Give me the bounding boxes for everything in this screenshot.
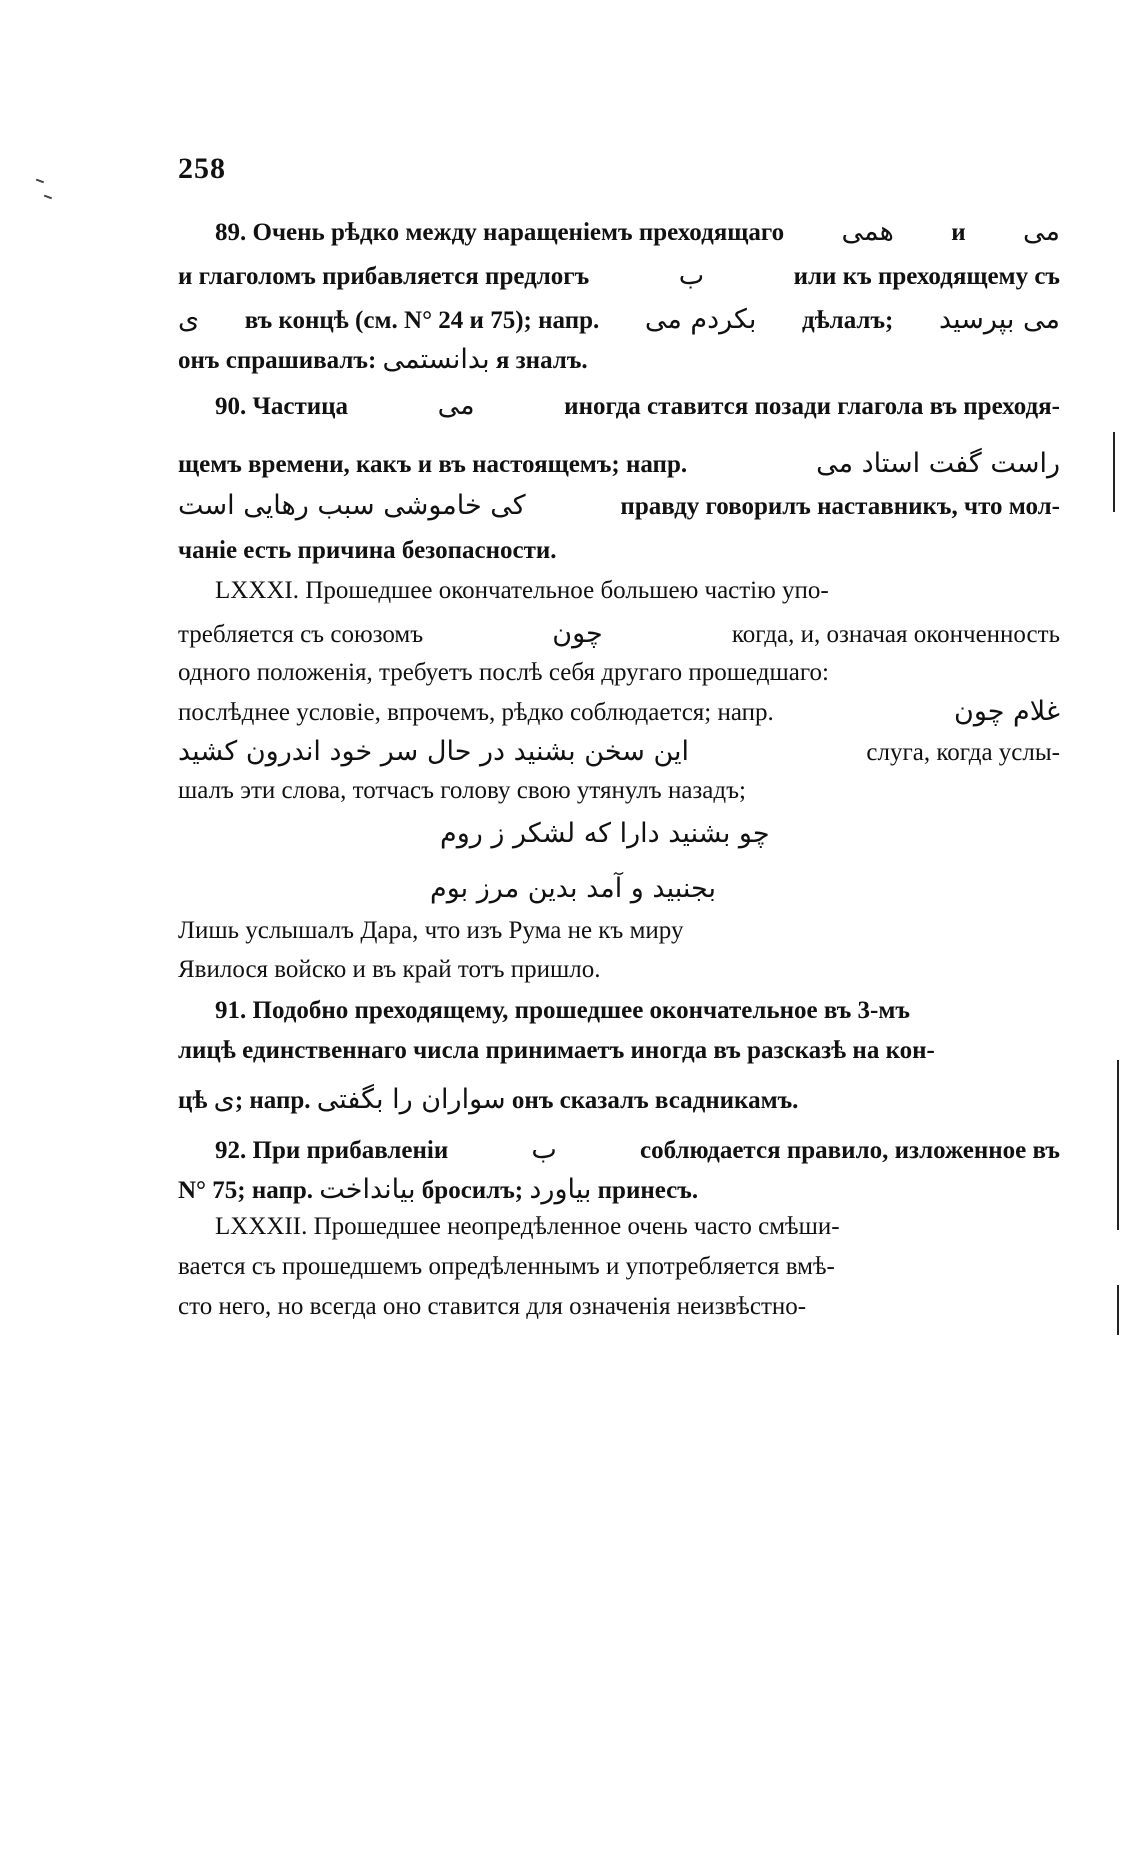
- text-line: [215, 998, 1060, 1023]
- text-line: [440, 820, 770, 847]
- text-line: [178, 262, 1060, 289]
- persian-text: ب: [678, 260, 705, 291]
- text-line: [430, 875, 716, 902]
- text-line: [178, 738, 1060, 765]
- text-line: [178, 778, 746, 803]
- text-line: [178, 492, 1060, 519]
- russian-text: соблюдается правило, изложенное въ: [633, 1137, 1060, 1164]
- text-line: [178, 620, 1060, 647]
- russian-text: послѣднее условіе, впрочемъ, рѣдко соблюдается; напр.: [178, 699, 781, 726]
- text-line: [178, 1038, 1060, 1063]
- margin-rule: [1113, 432, 1115, 512]
- persian-text: بیانداخت: [319, 1174, 416, 1205]
- persian-text: کی خاموشی سبب رهایی است: [178, 490, 526, 521]
- persian-text: همی: [841, 216, 894, 247]
- page-number: 258: [178, 152, 226, 185]
- russian-text: LXXXI. Прошедшее окончательное большею частію упо-: [215, 577, 829, 604]
- persian-text: بدانستمی: [382, 344, 490, 375]
- russian-text: 92. При прибавленіи: [215, 1137, 455, 1164]
- text-line: [178, 918, 683, 943]
- russian-text: вается съ прошедшемъ опредѣленнымъ и употребляется вмѣ-: [178, 1253, 835, 1280]
- russian-text: дѣлалъ;: [795, 307, 900, 334]
- russian-text: 91. Подобно преходящему, прошедшее окончательное въ 3-мъ: [215, 997, 910, 1024]
- persian-text: ب: [531, 1134, 557, 1165]
- text-line: [178, 957, 601, 982]
- russian-text: бросилъ;: [415, 1177, 530, 1204]
- russian-text: шалъ эти слова, тотчасъ голову свою утянулъ назадъ;: [178, 777, 746, 804]
- russian-text: и: [944, 219, 972, 246]
- margin-rule: [1117, 1060, 1119, 1230]
- text-line: [215, 218, 1060, 245]
- russian-text: онъ сказалъ всадникамъ.: [505, 1087, 799, 1114]
- russian-text: Явилося войско и въ край тотъ пришло.: [178, 956, 601, 983]
- persian-text: می بپرسید: [938, 304, 1060, 335]
- text-line: [215, 578, 1060, 603]
- persian-text: چون: [552, 618, 603, 649]
- russian-text: лицѣ единственнаго числа принимаетъ иногда въ разсказѣ на кон-: [178, 1037, 935, 1064]
- text-line: [178, 660, 1060, 685]
- persian-text: بجنبید و آمد بدین مرز بوم: [430, 873, 716, 904]
- text-line: [215, 1136, 1060, 1163]
- russian-text: щемъ времени, какъ и въ настоящемъ; напр.: [178, 451, 694, 478]
- margin-mark: [44, 195, 52, 199]
- russian-text: LXXXII. Прошедшее неопредѣленное очень часто смѣши-: [215, 1213, 840, 1240]
- persian-text: غلام چون: [954, 696, 1060, 727]
- text-line: [178, 1176, 698, 1203]
- russian-text: онъ спрашивалъ:: [178, 347, 383, 374]
- text-line: [178, 1086, 798, 1113]
- persian-text: می: [437, 390, 475, 421]
- russian-text: чаніе есть причина безопасности.: [178, 537, 557, 564]
- russian-text: принесъ.: [591, 1177, 699, 1204]
- persian-text: چو بشنید دارا که لشکر ز روم: [440, 818, 770, 849]
- russian-text: одного положенія, требуетъ послѣ себя другаго прошедшаго:: [178, 659, 829, 686]
- persian-text: ی: [178, 304, 200, 335]
- text-line: [178, 306, 1060, 333]
- russian-text: когда, и, означая оконченность: [725, 621, 1060, 648]
- text-line: [178, 538, 557, 563]
- russian-text: иногда ставится позади глагола въ преходя-: [557, 393, 1060, 420]
- persian-text: بکردم می: [644, 304, 757, 335]
- russian-text: сто него, но всегда оно ставится для означенія неизвѣстно-: [178, 1293, 807, 1320]
- russian-text: требляется съ союзомъ: [178, 621, 430, 648]
- russian-text: я зналъ.: [489, 347, 588, 374]
- russian-text: правду говорилъ наставникъ, что мол-: [614, 493, 1060, 520]
- text-line: [178, 450, 1060, 477]
- russian-text: и глаголомъ прибавляется предлогъ: [178, 263, 596, 290]
- persian-text: می: [1023, 216, 1060, 247]
- text-line: [215, 1214, 1060, 1239]
- russian-text: слуга, когда услы-: [860, 739, 1060, 766]
- text-line: [178, 1254, 1060, 1279]
- text-line: [215, 392, 1060, 419]
- russian-text: въ концѣ (см. N° 24 и 75); напр.: [238, 307, 606, 334]
- persian-text: بیاورد: [529, 1174, 592, 1205]
- russian-text: N° 75; напр.: [178, 1177, 320, 1204]
- persian-text: راست گفت استاد می: [816, 448, 1060, 479]
- russian-text: или къ преходящему съ: [787, 263, 1060, 290]
- russian-text: цѣ: [178, 1087, 214, 1114]
- text-line: [178, 346, 588, 373]
- text-line: [178, 1294, 1060, 1319]
- persian-text: این سخن بشنید در حال سر خود اندرون کشید: [178, 736, 690, 767]
- persian-text: سواران را بگفتی: [316, 1084, 506, 1115]
- persian-text: ی: [213, 1084, 235, 1115]
- text-line: [178, 698, 1060, 725]
- margin-mark: [36, 179, 44, 183]
- russian-text: 90. Частица: [215, 393, 355, 420]
- russian-text: ; напр.: [234, 1087, 317, 1114]
- russian-text: Лишь услышалъ Дара, что изъ Рума не къ миру: [178, 917, 684, 944]
- russian-text: 89. Очень рѣдко между наращеніемъ преходящаго: [215, 219, 791, 246]
- margin-rule: [1117, 1285, 1119, 1335]
